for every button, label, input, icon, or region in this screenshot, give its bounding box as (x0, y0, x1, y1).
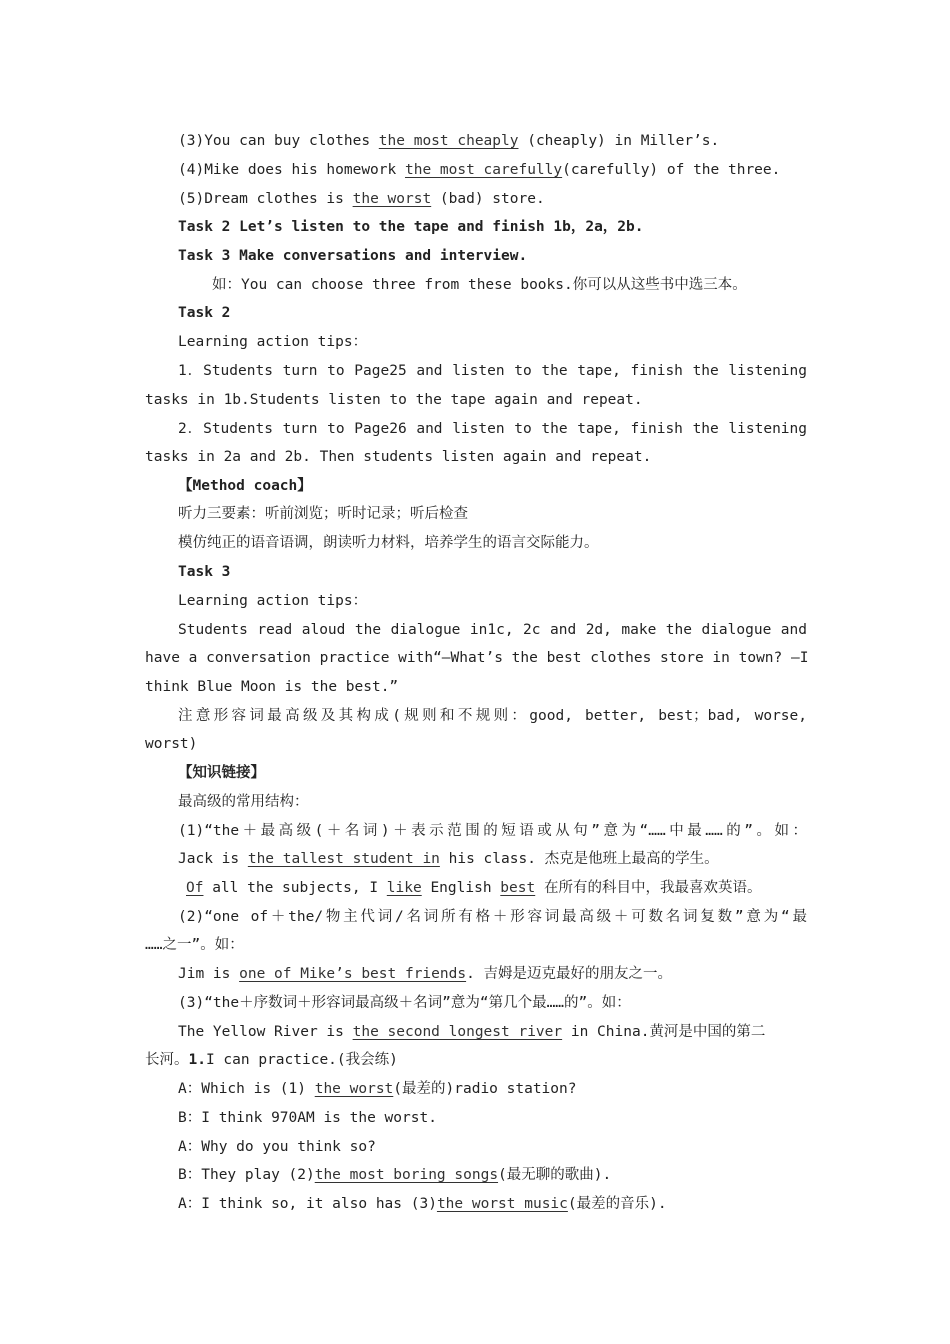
answer-blank: the worst (352, 191, 432, 207)
example-line: The Yellow River is the second longest river in China.黄河是中国的第二 (178, 1024, 766, 1040)
paragraph-line: (3)“the＋序数词＋形容词最高级＋名词”意为“第几个最……的”。如： (178, 995, 631, 1011)
dialogue-line: B：They play (2)the most boring songs(最无聊的歌曲). (178, 1167, 612, 1183)
example-line: Of all the subjects, I like English best 在所有的科目中，我最喜欢英语。 (186, 880, 762, 896)
answer-blank: best (500, 880, 536, 896)
task-heading: Task 3 Make conversations and interview. (178, 248, 528, 264)
example-line: 如：You can choose three from these books.你可以从这些书中选三本。 (212, 277, 747, 293)
example-line: Jim is one of Mike’s best friends. 吉姆是迈克最好的朋友之一。 (178, 966, 673, 982)
dialogue-line: A：Which is (1) the worst(最差的)radio station? (178, 1081, 577, 1097)
section-heading: Task 2 (178, 305, 231, 321)
answer-blank: the tallest student in (247, 851, 440, 867)
paragraph-line: 最高级的常用结构： (178, 794, 309, 810)
exercise-line-4: (4)Mike does his homework the most carefully(carefully) of the three. (178, 162, 781, 178)
paragraph-line: 2．Students turn to Page26 and listen to the tape, finish the listening (178, 421, 807, 437)
answer-blank: the most carefully (404, 162, 563, 178)
section-heading: 【Method coach】 (178, 478, 312, 494)
section-heading: 【知识链接】 (178, 765, 265, 781)
tips-label: Learning action tips： (178, 334, 368, 350)
paragraph-line: 模仿纯正的语音语调，朗读听力材料，培养学生的语言交际能力。 (178, 535, 599, 551)
paragraph-line: 1．Students turn to Page25 and listen to the tape, finish the listening (178, 363, 807, 379)
task-heading: Task 2 Let’s listen to the tape and finish 1b，2a，2b. (178, 219, 644, 235)
tips-label: Learning action tips： (178, 593, 368, 609)
answer-blank: the most cheaply (378, 133, 519, 149)
answer-blank: the worst music (436, 1196, 568, 1212)
paragraph-line: tasks in 1b.Students listen to the tape again and repeat. (145, 392, 643, 408)
answer-blank: one of Mike’s best friends (239, 966, 467, 982)
answer-blank: Of (186, 880, 204, 896)
paragraph-line: ……之一”。如： (145, 937, 244, 953)
paragraph-line: 注意形容词最高级及其构成(规则和不规则：good, better, best；bad, worse, (178, 708, 807, 724)
paragraph-line: worst) (145, 736, 198, 752)
paragraph-line: Students read aloud the dialogue in1c, 2c and 2d, make the dialogue and (178, 622, 807, 638)
section-heading: Task 3 (178, 564, 231, 580)
paragraph-line: 听力三要素：听前浏览；听时记录；听后检查 (178, 506, 468, 522)
exercise-line-3: (3)You can buy clothes the most cheaply (cheaply) in Miller’s. (178, 133, 720, 149)
answer-blank: the most boring songs (314, 1167, 499, 1183)
paragraph-line: (1)“the＋最高级(＋名词)＋表示范围的短语或从句”意为“……中最……的”。如： (178, 823, 807, 839)
answer-blank: the worst (314, 1081, 394, 1097)
exercise-line-5: (5)Dream clothes is the worst (bad) store. (178, 191, 545, 207)
dialogue-line: A：I think so, it also has (3)the worst music(最差的音乐). (178, 1196, 667, 1212)
answer-blank: like (386, 880, 422, 896)
dialogue-line: B：I think 970AM is the worst. (178, 1110, 437, 1126)
dialogue-line: A：Why do you think so? (178, 1139, 376, 1155)
answer-blank: the second longest river (352, 1024, 563, 1040)
paragraph-line: 长河。1.I can practice.(我会练) (145, 1052, 398, 1068)
paragraph-line: have a conversation practice with“—What’s the best clothes store in town? —I (145, 650, 809, 666)
paragraph-line: tasks in 2a and 2b. Then students listen again and repeat. (145, 449, 652, 465)
paragraph-line: think Blue Moon is the best.” (145, 679, 399, 695)
example-line: Jack is the tallest student in his class. 杰克是他班上最高的学生。 (178, 851, 719, 867)
paragraph-line: (2)“one of＋the/物主代词/名词所有格＋形容词最高级＋可数名词复数”意为“最 (178, 909, 807, 925)
